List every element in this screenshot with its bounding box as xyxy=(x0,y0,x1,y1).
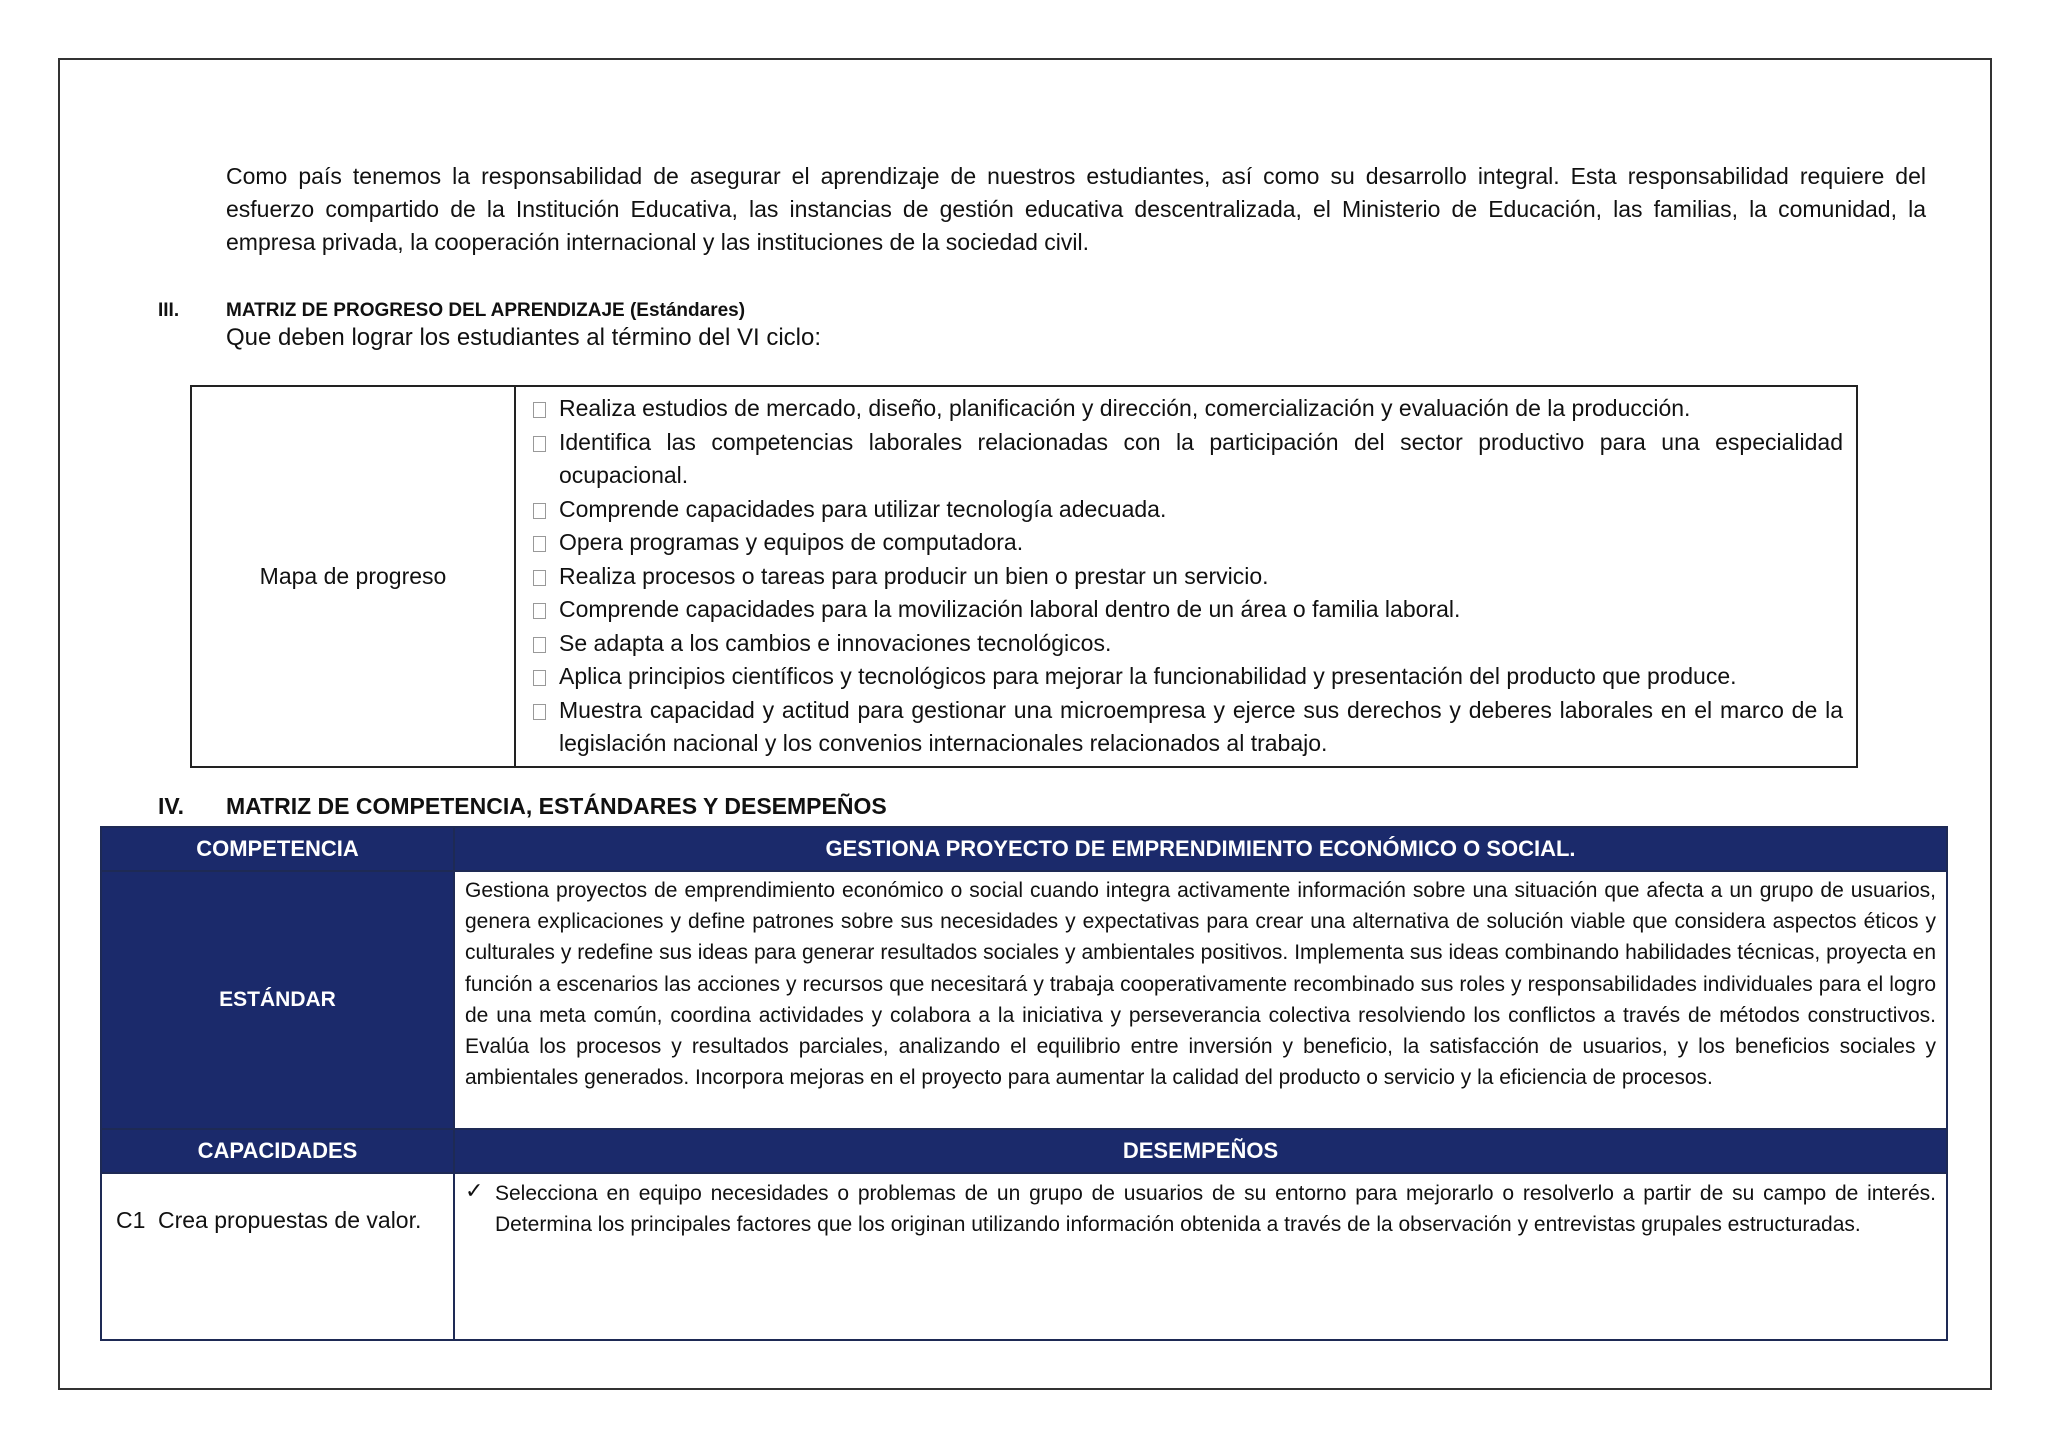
section-4-number: IV. xyxy=(158,793,185,819)
progress-map-list xyxy=(517,388,1855,765)
capacity-text: Crea propuestas de valor. xyxy=(158,1207,422,1233)
checkmark-icon: ✓ xyxy=(465,1178,484,1203)
competencia-label: COMPETENCIA xyxy=(101,827,454,871)
capacity-row xyxy=(101,1173,1947,1340)
desempenos-label: DESEMPEÑOS xyxy=(454,1129,1947,1173)
progress-item: Se adapta a los cambios e innovaciones tecnológicos. xyxy=(531,627,1843,661)
capacity-code: C1 xyxy=(116,1207,146,1233)
progress-item: Identifica las competencias laborales relacionadas con la participación del sector productivo para una especialidad ocupacional. xyxy=(531,426,1843,493)
capacities-header-row xyxy=(101,1129,1947,1173)
progress-item: Realiza procesos o tareas para producir un bien o prestar un servicio. xyxy=(531,560,1843,594)
performance-item xyxy=(465,1178,1936,1240)
progress-map-label: Mapa de progreso xyxy=(191,386,515,767)
performance-text: Selecciona en equipo necesidades o problemas de un grupo de usuarios de su entorno para mejorarlo o resolverlo a partir de su campo de interés. Determina los principales factores que los originan utilizando información obtenida a través de la observación y entrevistas grupales estructuradas. xyxy=(495,1182,1936,1237)
estandar-label: ESTÁNDAR xyxy=(101,871,454,1129)
section-3-title: MATRIZ DE PROGRESO DEL APRENDIZAJE (Estándares) xyxy=(226,300,746,321)
competency-table xyxy=(100,826,1948,1341)
intro-paragraph: Como país tenemos la responsabilidad de asegurar el aprendizaje de nuestros estudiantes, así como su desarrollo integral. Esta responsabilidad requiere del esfuerzo compartido de la Institución Educativa, las instancias de gestión educativa descentralizada, el Ministerio de Educación, las familias, la comunidad, la empresa privada, la cooperación internacional y las instituciones de la sociedad civil. xyxy=(226,163,1926,255)
progress-item: Realiza estudios de mercado, diseño, planificación y dirección, comercialización y evaluación de la producción. xyxy=(531,392,1843,426)
section-3-subtitle: Que deben lograr los estudiantes al término del VI ciclo: xyxy=(226,324,821,351)
performance-cell xyxy=(454,1173,1947,1340)
estandar-text: Gestiona proyectos de emprendimiento económico o social cuando integra activamente información sobre una situación que afecta a un grupo de usuarios, genera explicaciones y define patrones sobre sus necesidades y expectativas para crear una alternativa de solución viable que considera aspectos éticos y culturales y redefine sus ideas para generar resultados sociales y ambientales positivos. Implementa sus ideas combinando habilidades técnicas, proyecta en función a escenarios las acciones y recursos que necesitará y trabaja cooperativamente recombinado sus roles y responsabilidades individuales para el logro de una meta común, coordina actividades y colabora a la iniciativa y perseverancia colectiva resolviendo los conflictos a través de métodos constructivos. Evalúa los procesos y resultados parciales, analizando el equilibrio entre inversión y beneficio, la satisfacción de usuarios, y los beneficios sociales y ambientales generados. Incorpora mejoras en el proyecto para aumentar la calidad del producto o servicio y la eficiencia de procesos. xyxy=(454,871,1947,1129)
competency-row xyxy=(101,827,1947,871)
section-4-heading xyxy=(158,793,887,820)
progress-item: Opera programas y equipos de computadora. xyxy=(531,526,1843,560)
section-3-heading xyxy=(158,300,745,322)
progress-item: Comprende capacidades para la movilización laboral dentro de un área o familia laboral. xyxy=(531,593,1843,627)
capacidades-label: CAPACIDADES xyxy=(101,1129,454,1173)
capacity-cell xyxy=(101,1173,454,1340)
progress-item: Comprende capacidades para utilizar tecnología adecuada. xyxy=(531,493,1843,527)
progress-item: Muestra capacidad y actitud para gestionar una microempresa y ejerce sus derechos y deberes laborales en el marco de la legislación nacional y los convenios internacionales relacionados al trabajo. xyxy=(531,694,1843,761)
competencia-value: GESTIONA PROYECTO DE EMPRENDIMIENTO ECONÓMICO O SOCIAL. xyxy=(454,827,1947,871)
standard-row xyxy=(101,871,1947,1129)
progress-map-items-cell xyxy=(515,386,1857,767)
section-4-title: MATRIZ DE COMPETENCIA, ESTÁNDARES Y DESEMPEÑOS xyxy=(226,793,887,819)
progress-item: Aplica principios científicos y tecnológicos para mejorar la funcionabilidad y presentación del producto que produce. xyxy=(531,660,1843,694)
section-3-number: III. xyxy=(158,300,180,321)
progress-map-table xyxy=(190,385,1858,768)
